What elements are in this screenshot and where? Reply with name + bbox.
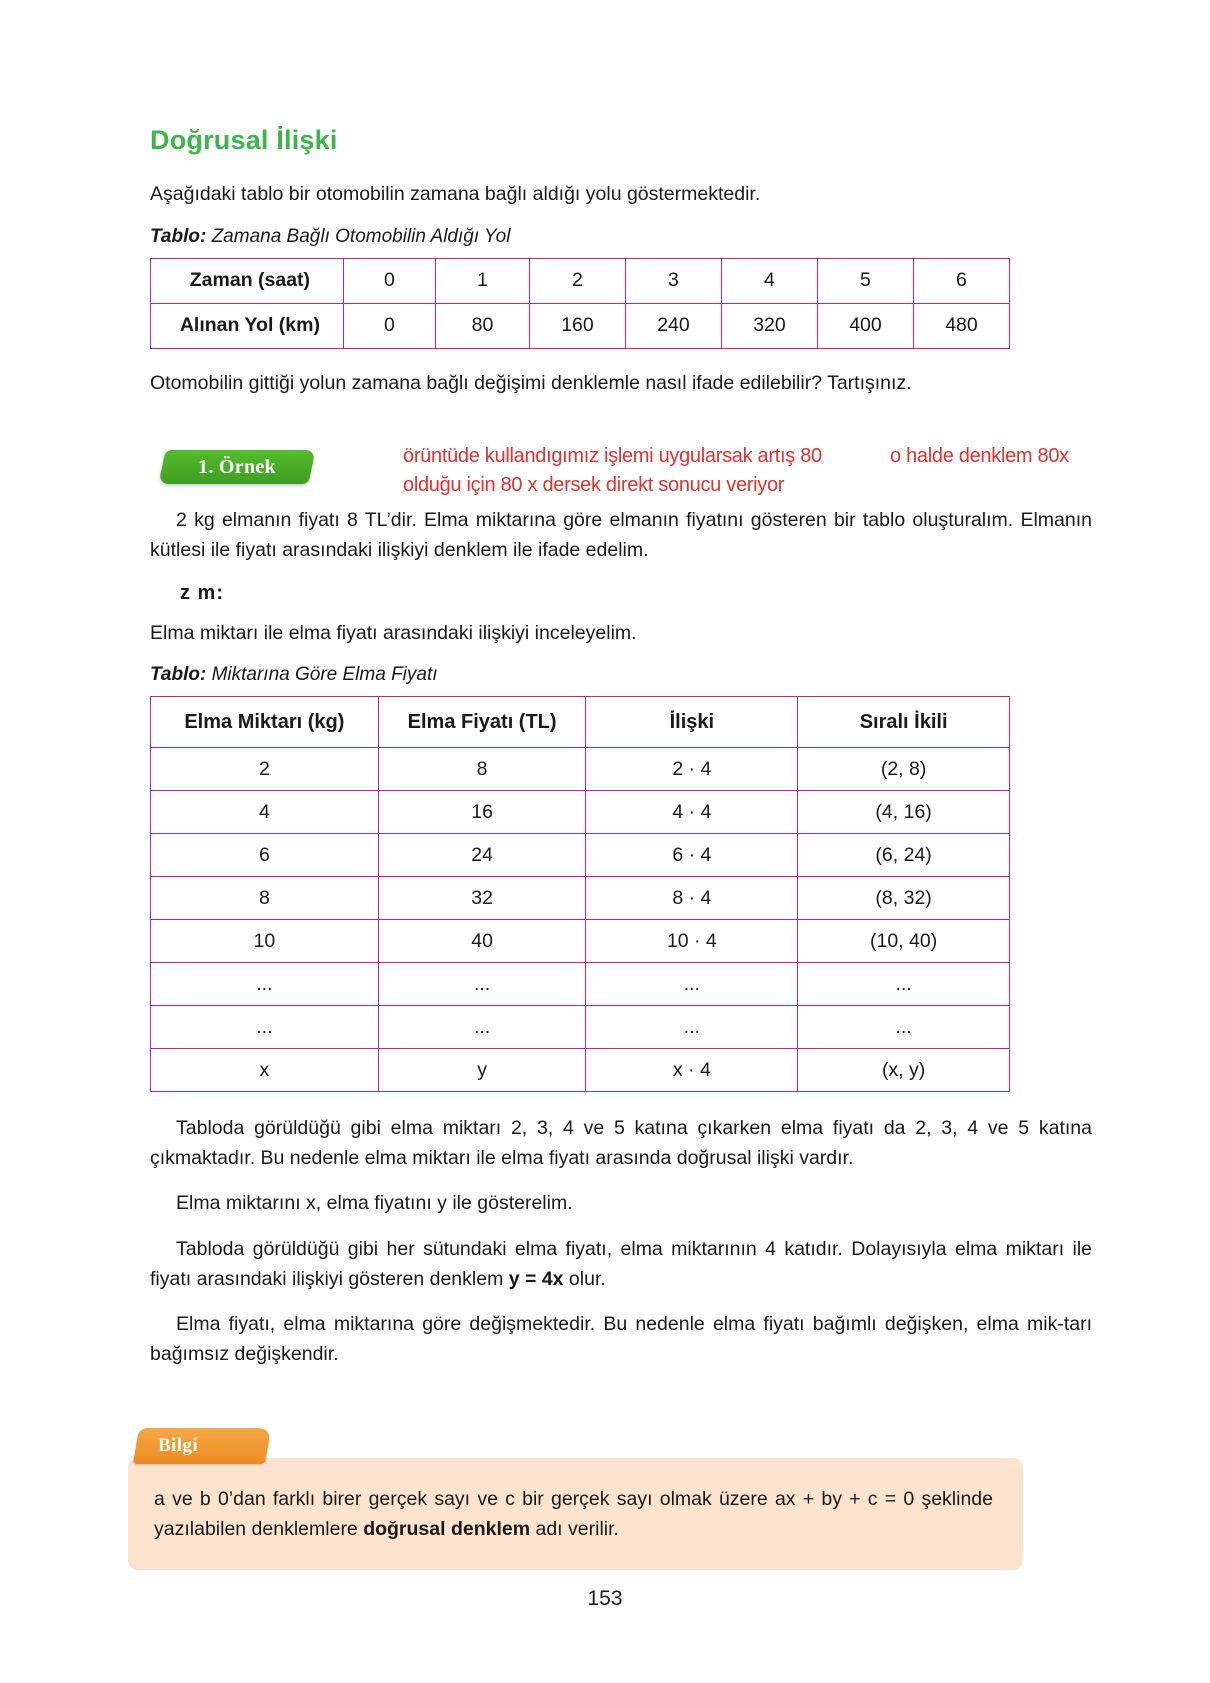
- table-row: [151, 303, 1010, 348]
- table2-r7-c0: x: [151, 1049, 379, 1092]
- table2-r0-c0: 2: [151, 748, 379, 791]
- info-text-after: adı verilir.: [530, 1517, 619, 1540]
- table2-r2-c2: 6 · 4: [586, 834, 798, 877]
- body-paragraph-2: Elma miktarını x, elma fiyatını y ile gösterelim.: [176, 1192, 573, 1215]
- table2-r3-c0: 8: [151, 877, 379, 920]
- table1-caption: [150, 226, 1092, 248]
- table1-r0-c5: 5: [817, 258, 913, 303]
- table2-caption-text: Miktarına Göre Elma Fiyatı: [206, 664, 438, 686]
- table1-r1-c1: 80: [435, 303, 529, 348]
- table2-r1-c2: 4 · 4: [586, 791, 798, 834]
- annotation-right: o halde denklem 80x: [890, 445, 1069, 468]
- table2-r3-c3: (8, 32): [798, 877, 1010, 920]
- table1-r0-c2: 2: [529, 258, 625, 303]
- body-p3-after: olur.: [563, 1267, 606, 1290]
- table2-r6-c0: ...: [151, 1006, 379, 1049]
- table2-r7-c3: (x, y): [798, 1049, 1010, 1092]
- time-distance-table: [150, 258, 1010, 349]
- table2-r6-c3: ...: [798, 1006, 1010, 1049]
- info-box-label: Bilgi: [158, 1434, 199, 1456]
- table2-header-0: Elma Miktarı (kg): [151, 697, 379, 748]
- solution-intro: Elma miktarı ile elma fiyatı arasındaki ilişkiyi inceleyelim.: [150, 621, 637, 644]
- body-p3-before: Tabloda görüldüğü gibi her sütundaki elma fiyatı, elma miktarının 4 katıdır. Dolayısıyla elma miktarı ile fiyatı arasındaki ilişkiyi gösteren denklem: [150, 1238, 1092, 1290]
- table2-r2-c1: 24: [378, 834, 586, 877]
- table1-r0-c1: 1: [435, 258, 529, 303]
- table-row: [151, 791, 1010, 834]
- table2-caption-label: Tablo:: [150, 664, 207, 686]
- info-box-body: [128, 1458, 1023, 1570]
- table-row: [151, 834, 1010, 877]
- example-header-row: [150, 436, 1092, 500]
- table2-r7-c1: y: [378, 1049, 586, 1092]
- table-row: [151, 258, 1010, 303]
- table2-header-1: Elma Fiyatı (TL): [378, 697, 586, 748]
- linear-equation: y = 4x: [508, 1267, 564, 1290]
- table2-header-2: İlişki: [586, 697, 798, 748]
- table1-r0-c6: 6: [913, 258, 1009, 303]
- table2-r4-c0: 10: [151, 920, 379, 963]
- table2-r2-c0: 6: [151, 834, 379, 877]
- annotation-left: [403, 442, 822, 500]
- info-box: [128, 1428, 1023, 1570]
- apple-price-table: [150, 696, 1010, 1092]
- table2-r5-c0: ...: [151, 963, 379, 1006]
- table-row: [151, 963, 1010, 1006]
- table-row: [151, 920, 1010, 963]
- table2-r3-c2: 8 · 4: [586, 877, 798, 920]
- table-row: [151, 1006, 1010, 1049]
- table2-header-3: Sıralı İkili: [798, 697, 1010, 748]
- example-statement: 2 kg elmanın fiyatı 8 TL’dir. Elma miktarına göre elmanın fiyatını gösteren bir tablo oluşturalım. Elmanın kütlesi ile fiyatı arasındaki ilişkiyi denklem ile ifade edelim.: [150, 509, 1092, 561]
- table2-r6-c1: ...: [378, 1006, 586, 1049]
- table1-r0-c0: 0: [343, 258, 435, 303]
- table1-r0-c3: 3: [625, 258, 721, 303]
- table2-r4-c2: 10 · 4: [586, 920, 798, 963]
- body-paragraph-1: Tabloda görüldüğü gibi elma miktarı 2, 3, 4 ve 5 katına çıkarken elma fiyatı da 2, 3, 4 ve 5 katına çıkmaktadır. Bu nedenle elma miktarı ile elma fiyatı arasında doğrusal ilişki vardır.: [150, 1117, 1092, 1169]
- info-text-before: a ve b 0’dan farklı birer gerçek sayı ve c bir gerçek sayı olmak üzere ax + by + c = 0 şeklinde yazılabilen denklemlere: [154, 1487, 993, 1540]
- table2-r0-c3: (2, 8): [798, 748, 1010, 791]
- table2-r2-c3: (6, 24): [798, 834, 1010, 877]
- intro-paragraph: Aşağıdaki tablo bir otomobilin zamana bağlı aldığı yolu göstermektedir.: [150, 183, 761, 205]
- table-row: [151, 748, 1010, 791]
- table1-caption-text: Zamana Bağlı Otomobilin Aldığı Yol: [206, 225, 511, 247]
- table2-r1-c0: 4: [151, 791, 379, 834]
- example-badge: [158, 450, 315, 484]
- table2-r4-c1: 40: [378, 920, 586, 963]
- info-box-tab: [133, 1428, 271, 1464]
- table1-r1-c4: 320: [721, 303, 817, 348]
- table2-r7-c2: x · 4: [586, 1049, 798, 1092]
- example-badge-label: 1. Örnek: [198, 456, 276, 479]
- table1-row0-head: Zaman (saat): [151, 258, 344, 303]
- table-row: [151, 877, 1010, 920]
- table1-r1-c0: 0: [343, 303, 435, 348]
- body-paragraph-4: Elma fiyatı, elma miktarına göre değişmektedir. Bu nedenle elma fiyatı bağımlı değişken, elma mik-tarı bağımsız değişkendir.: [150, 1313, 1092, 1365]
- annotation-left-line2: olduğu için 80 x dersek direkt sonucu veriyor: [403, 474, 785, 497]
- table2-r5-c2: ...: [586, 963, 798, 1006]
- page-title: Doğrusal İlişki: [150, 125, 338, 155]
- table2-r1-c1: 16: [378, 791, 586, 834]
- annotation-left-line1: örüntüde kullandıgımız işlemi uygularsak artış 80: [403, 445, 822, 468]
- table2-r5-c1: ...: [378, 963, 586, 1006]
- table1-r0-c4: 4: [721, 258, 817, 303]
- table2-r0-c1: 8: [378, 748, 586, 791]
- body-paragraph-3: [150, 1235, 1092, 1294]
- table1-r1-c2: 160: [529, 303, 625, 348]
- table1-r1-c3: 240: [625, 303, 721, 348]
- solution-label: z m:: [180, 581, 224, 604]
- table1-row1-head: Alınan Yol (km): [151, 303, 344, 348]
- table2-r4-c3: (10, 40): [798, 920, 1010, 963]
- table1-r1-c5: 400: [817, 303, 913, 348]
- table2-caption: [150, 664, 1092, 686]
- table2-r1-c3: (4, 16): [798, 791, 1010, 834]
- table1-r1-c6: 480: [913, 303, 1009, 348]
- table2-r0-c2: 2 · 4: [586, 748, 798, 791]
- table2-r6-c2: ...: [586, 1006, 798, 1049]
- table2-header-row: [151, 697, 1010, 748]
- table1-caption-label: Tablo:: [150, 225, 207, 247]
- table1-follow-up-question: Otomobilin gittiği yolun zamana bağlı değişimi denklemle nasıl ifade edilebilir? Tartışınız.: [150, 371, 912, 394]
- info-text-bold: doğrusal denklem: [363, 1517, 531, 1540]
- table-row: [151, 1049, 1010, 1092]
- table2-r3-c1: 32: [378, 877, 586, 920]
- page-number: 153: [587, 1587, 623, 1610]
- table2-r5-c3: ...: [798, 963, 1010, 1006]
